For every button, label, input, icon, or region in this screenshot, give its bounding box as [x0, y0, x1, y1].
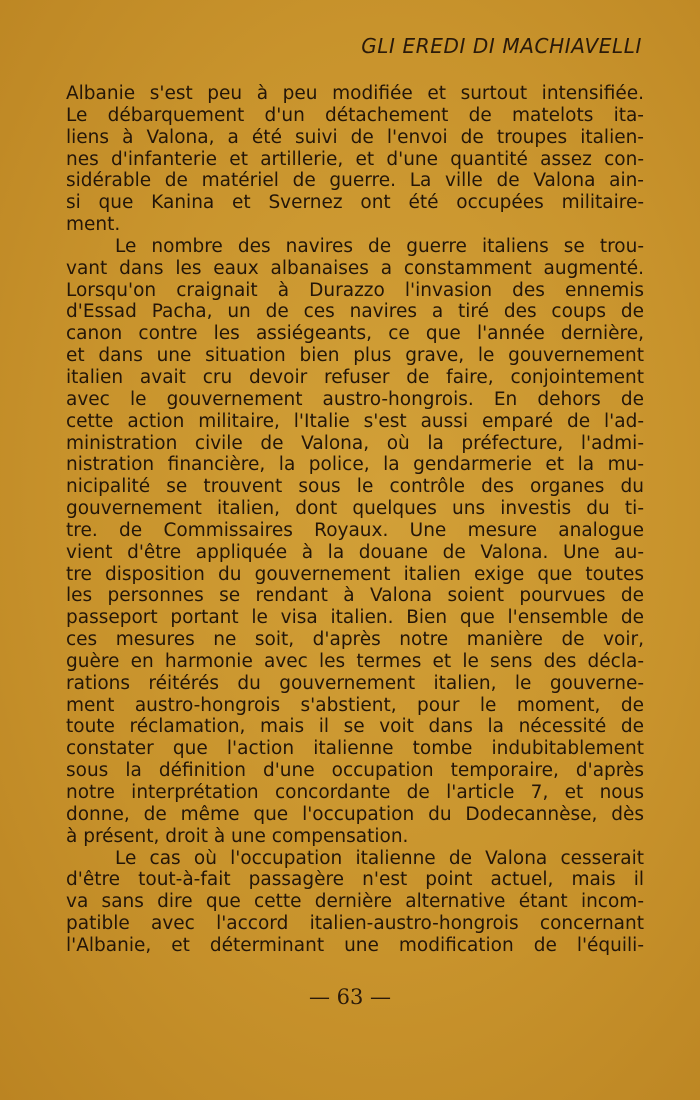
text-line: va sans dire que cette dernière alternative étant incom-	[66, 891, 644, 913]
text-line: passeport portant le visa italien. Bien que l'ensemble de	[66, 607, 644, 629]
text-line: les personnes se rendant à Valona soient pourvues de	[66, 585, 644, 607]
text-line: l'Albanie, et déterminant une modification de l'équili-	[66, 934, 644, 956]
text-line: d'être tout-à-fait passagère n'est point actuel, mais il	[66, 869, 644, 891]
text-line: à présent, droit à une compensation.	[66, 825, 409, 847]
text-line: d'Essad Pacha, un de ces navires a tiré des coups de	[66, 301, 644, 323]
text-line: italien avait cru devoir refuser de faire, conjointement	[66, 366, 644, 388]
text-line: vant dans les eaux albanaises a constamment augmenté.	[66, 257, 644, 279]
text-line: tre disposition du gouvernement italien exige que toutes	[66, 563, 644, 585]
text-line: et dans une situation bien plus grave, le gouvernement	[66, 345, 644, 367]
body-text	[66, 83, 644, 957]
text-line: toute réclamation, mais il se voit dans la nécessité de	[66, 716, 644, 738]
text-line: Le débarquement d'un détachement de matelots ita-	[66, 104, 644, 126]
text-line: gouvernement italien, dont quelques uns investis du ti-	[66, 498, 644, 520]
text-line: Lorsqu'on craignait à Durazzo l'invasion des ennemis	[66, 279, 644, 301]
paragraph-first-line: Le cas où l'occupation italienne de Valona cesserait	[115, 847, 644, 869]
page-number: — 63 —	[308, 985, 392, 1009]
text-line: guère en harmonie avec les termes et le sens des décla-	[66, 650, 644, 672]
text-line: si que Kanina et Svernez ont été occupées militaire-	[66, 192, 644, 214]
text-line: donne, de même que l'occupation du Dodecannèse, dès	[66, 803, 644, 825]
text-line: nicipalité se trouvent sous le contrôle des organes du	[66, 476, 644, 498]
text-line: sous la définition d'une occupation temporaire, d'après	[66, 760, 644, 782]
text-line: rations réitérés du gouvernement italien, le gouverne-	[66, 672, 644, 694]
text-line: nistration financière, la police, la gendarmerie et la mu-	[66, 454, 644, 476]
text-line: constater que l'action italienne tombe indubitablement	[66, 738, 644, 760]
paragraph-first-line: Le nombre des navires de guerre italiens se trou-	[115, 235, 644, 257]
text-line: ment austro-hongrois s'abstient, pour le moment, de	[66, 694, 644, 716]
running-head: GLI EREDI DI MACHIAVELLI	[361, 34, 642, 58]
text-line: nes d'infanterie et artillerie, et d'une quantité assez con-	[66, 148, 644, 170]
text-line: Albanie s'est peu à peu modifiée et surtout intensifiée.	[66, 83, 644, 104]
text-line: avec le gouvernement austro-hongrois. En dehors de	[66, 388, 644, 410]
text-line: canon contre les assiégeants, ce que l'année dernière,	[66, 323, 644, 345]
text-line: ces mesures ne soit, d'après notre manière de voir,	[66, 629, 644, 651]
text-line: liens à Valona, a été suivi de l'envoi de troupes italien-	[66, 126, 644, 148]
text-line: notre interprétation concordante de l'article 7, et nous	[66, 782, 644, 803]
text-line: cette action militaire, l'Italie s'est aussi emparé de l'ad-	[66, 410, 644, 432]
text-line: sidérable de matériel de guerre. La ville de Valona ain-	[66, 170, 644, 192]
text-line: ment.	[66, 214, 121, 236]
text-line: patible avec l'accord italien-austro-hongrois concernant	[66, 913, 644, 935]
text-line: ministration civile de Valona, où la préfecture, l'admi-	[66, 432, 644, 454]
text-line: tre. de Commissaires Royaux. Une mesure analogue	[66, 519, 644, 541]
text-line: vient d'être appliquée à la douane de Valona. Une au-	[66, 541, 644, 563]
